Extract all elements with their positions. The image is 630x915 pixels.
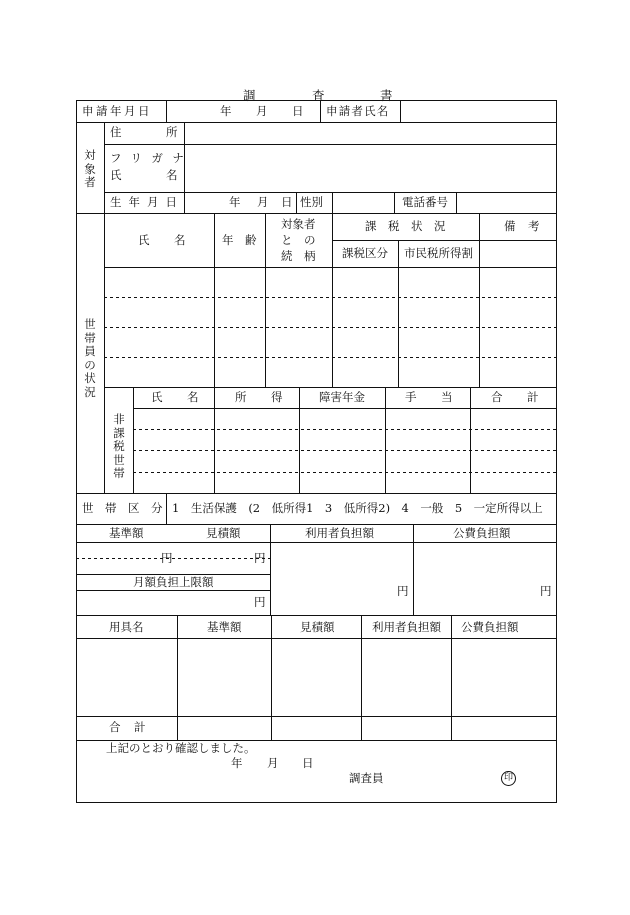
confirmation-month: 月 <box>267 756 279 770</box>
name-label-char: 氏 <box>110 168 122 182</box>
member-name-header-char: 名 <box>174 233 186 247</box>
relation-header-line: と の <box>281 233 316 247</box>
relation-header-line: 対象者 <box>281 217 316 231</box>
equipment-base-header: 基準額 <box>207 620 242 634</box>
birth-date-label: 生年月日 <box>110 195 184 209</box>
relation-header-line: 続 柄 <box>281 249 316 263</box>
income-header-char: 得 <box>271 390 283 404</box>
tax-status-header: 課 税 状 況 <box>365 219 446 233</box>
application-date-label: 申請年月日 <box>82 104 152 118</box>
equipment-total-label-char: 計 <box>134 720 146 734</box>
address-label-char: 住 <box>110 125 122 139</box>
yen-unit: 円 <box>254 551 266 565</box>
application-date-month: 月 <box>256 104 268 118</box>
address-label-char: 所 <box>166 125 178 139</box>
subject-section-label: 対 象 者 <box>84 148 96 189</box>
member-name-header-char: 氏 <box>138 233 150 247</box>
equipment-user-burden-header: 利用者負担額 <box>372 620 441 634</box>
nontax-name-header-char: 氏 <box>151 390 163 404</box>
birth-month: 月 <box>257 195 269 209</box>
furigana-label: フリガナ <box>110 151 194 165</box>
household-section-label: 世 帯 員 の 状 況 <box>84 317 96 399</box>
allowance-header-char: 手 <box>405 390 417 404</box>
equipment-name-header: 用具名 <box>109 620 144 634</box>
investigator-label: 調査員 <box>349 771 384 785</box>
household-category-options: 1 生活保護 (2 低所得1 3 低所得2) 4 一般 5 一定所得以上 <box>172 501 543 515</box>
total-header-char: 計 <box>527 390 539 404</box>
yen-unit: 円 <box>161 551 173 565</box>
sex-label: 性別 <box>300 195 323 209</box>
birth-year: 年 <box>229 195 241 209</box>
application-date-day: 日 <box>292 104 304 118</box>
nontax-name-header-char: 名 <box>187 390 199 404</box>
application-date-year: 年 <box>220 104 232 118</box>
user-burden-header: 利用者負担額 <box>305 526 374 540</box>
confirmation-year: 年 <box>231 756 243 770</box>
total-header-char: 合 <box>491 390 503 404</box>
equipment-total-label-char: 合 <box>109 720 121 734</box>
household-category-label: 世 帯 区 分 <box>82 501 163 515</box>
phone-label: 電話番号 <box>402 195 448 209</box>
yen-unit: 円 <box>540 584 552 598</box>
nontax-household-label: 非 課 税 世 帯 <box>113 412 125 480</box>
estimate-amount-header: 見積額 <box>206 526 241 540</box>
yen-unit: 円 <box>397 584 409 598</box>
confirmation-statement: 上記のとおり確認しました。 <box>106 741 256 755</box>
seal-mark: 印 <box>501 771 516 786</box>
tax-category-header: 課税区分 <box>342 246 388 260</box>
yen-unit: 円 <box>254 595 266 609</box>
allowance-header-char: 当 <box>441 390 453 404</box>
birth-day: 日 <box>281 195 293 209</box>
age-header-char: 齢 <box>245 233 257 247</box>
title-char: 調 <box>243 88 256 103</box>
equipment-estimate-header: 見積額 <box>300 620 335 634</box>
income-header-char: 所 <box>235 390 247 404</box>
applicant-name-label: 申請者氏名 <box>326 104 390 118</box>
equipment-public-burden-header: 公費負担額 <box>461 620 519 634</box>
age-header-char: 年 <box>222 233 234 247</box>
remarks-header-char: 考 <box>528 219 540 233</box>
title-char: 書 <box>380 88 393 103</box>
base-amount-header: 基準額 <box>109 526 144 540</box>
confirmation-day: 日 <box>302 756 314 770</box>
title-char: 査 <box>312 88 325 103</box>
disability-pension-header: 障害年金 <box>319 390 365 404</box>
city-tax-header: 市民税所得割 <box>404 246 473 260</box>
public-burden-header: 公費負担額 <box>453 526 511 540</box>
name-label-char: 名 <box>166 168 178 182</box>
monthly-cap-label: 月額負担上限額 <box>133 575 214 589</box>
remarks-header-char: 備 <box>504 219 516 233</box>
